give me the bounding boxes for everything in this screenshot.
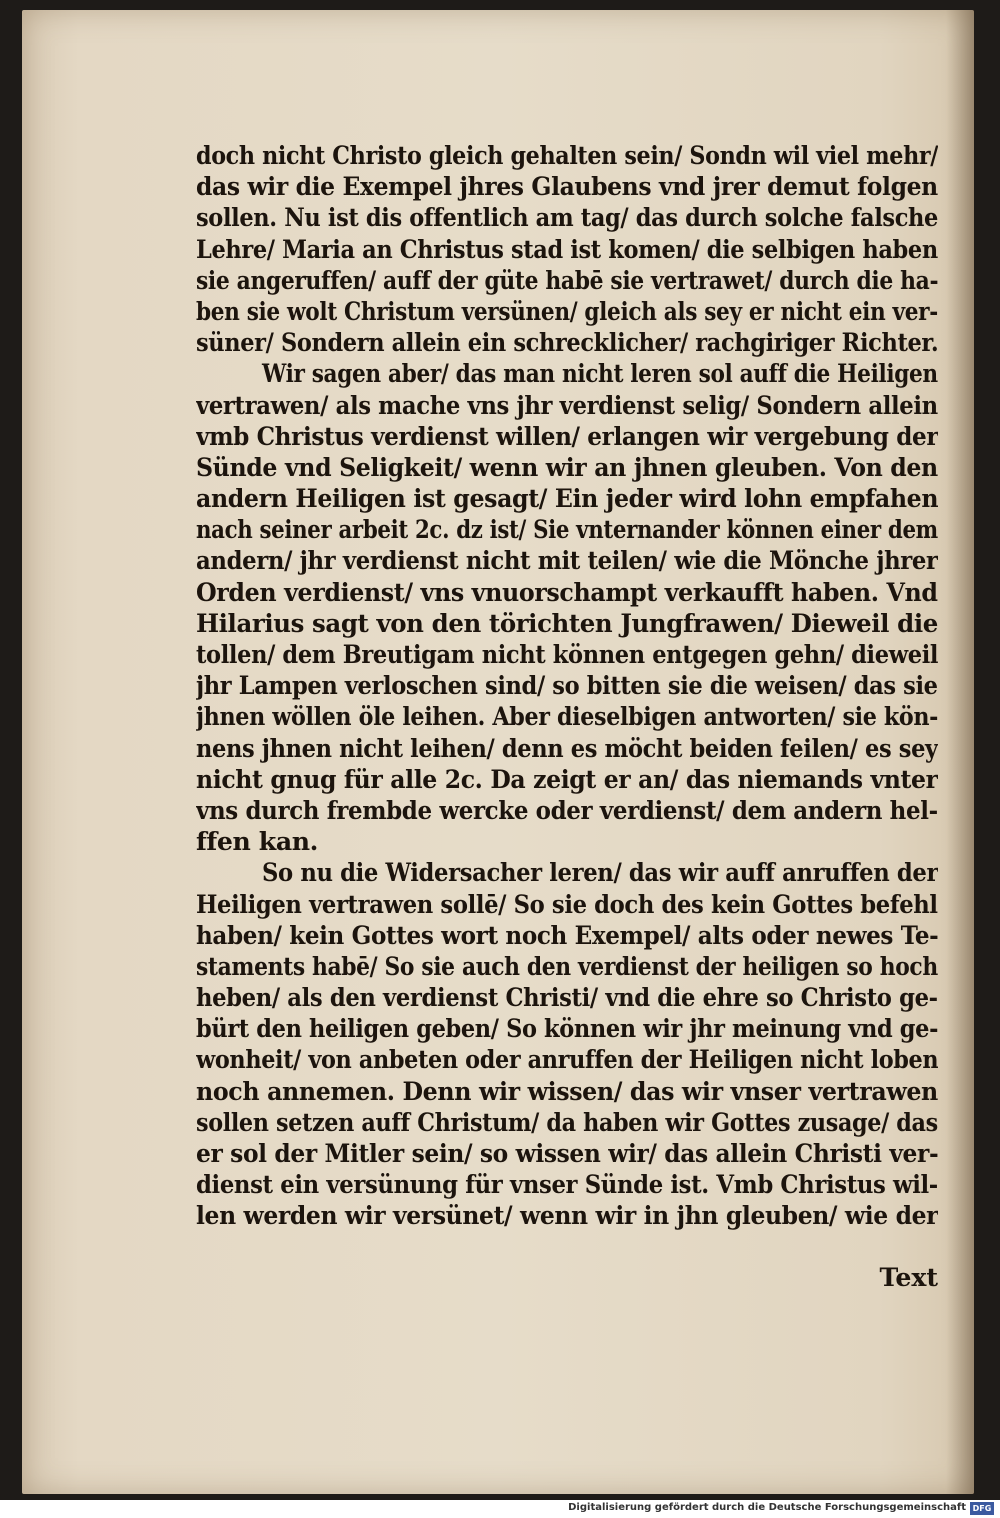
gutter-shadow xyxy=(946,10,974,1494)
text-line: das wir die Exempel jhres Glaubens vnd jrer demut folgen xyxy=(196,171,938,202)
text-line: So nu die Widersacher leren/ das wir auff anruffen der xyxy=(262,857,938,888)
text-line: Lehre/ Maria an Christus stad ist komen/ die selbigen haben xyxy=(196,233,938,264)
text-line: bürt den heiligen geben/ So können wir jhr meinung vnd ge- xyxy=(196,1013,938,1044)
page-text xyxy=(196,140,938,1232)
text-line: tollen/ dem Breutigam nicht können entgegen gehn/ dieweil xyxy=(196,639,938,669)
text-line: vertrawen/ als mache vns jhr verdienst selig/ Sondern allein xyxy=(196,389,938,420)
text-line: doch nicht Christo gleich gehalten sein/ Sondn wil viel mehr/ xyxy=(196,140,938,170)
text-line: noch annemen. Denn wir wissen/ das wir vnser vertrawen xyxy=(196,1075,938,1106)
text-line: dienst ein versünung für vnser Sünde ist. Vmb Christus wil- xyxy=(196,1169,938,1200)
text-line: len werden wir versünet/ wenn wir in jhn gleuben/ wie der xyxy=(196,1200,938,1231)
text-line: Wir sagen aber/ das man nicht leren sol auff die Heiligen xyxy=(262,358,938,389)
text-line: heben/ als den verdienst Christi/ vnd die ehre so Christo ge- xyxy=(196,982,938,1013)
text-line: andern Heiligen ist gesagt/ Ein jeder wird lohn empfahen xyxy=(196,483,938,514)
text-line: nens jhnen nicht leihen/ denn es möcht beiden feilen/ es sey xyxy=(196,732,938,763)
text-line: ben sie wolt Christum versünen/ gleich als sey er nicht ein ver- xyxy=(196,295,938,326)
dfg-logo: DFG xyxy=(970,1502,994,1515)
text-line: er sol der Mitler sein/ so wissen wir/ das allein Christi ver- xyxy=(196,1138,938,1168)
text-line: jhr Lampen verloschen sind/ so bitten sie die weisen/ das sie xyxy=(196,670,938,701)
text-line: Orden verdienst/ vns vnuorschampt verkaufft haben. Vnd xyxy=(196,576,938,607)
text-line: staments habē/ So sie auch den verdienst der heiligen so hoch xyxy=(196,950,938,981)
text-line: sollen. Nu ist dis offentlich am tag/ das durch solche falsche xyxy=(196,202,938,233)
funding-credit: Digitalisierung gefördert durch die Deutsche Forschungsgemeinschaft xyxy=(568,1502,966,1513)
text-line: Hilarius sagt von den törichten Jungfrawen/ Dieweil die xyxy=(196,607,938,638)
text-line: andern/ jhr verdienst nicht mit teilen/ wie die Mönche jhrer xyxy=(196,545,938,576)
catchword: Text xyxy=(879,1262,938,1292)
footer-bar xyxy=(0,1500,1000,1518)
text-line: nicht gnug für alle 2c. Da zeigt er an/ das niemands vnter xyxy=(196,763,938,794)
text-line: süner/ Sondern allein ein schrecklicher/ rachgiriger Richter. xyxy=(196,327,938,358)
text-line: nach seiner arbeit 2c. dz ist/ Sie vnternander können einer dem xyxy=(196,514,938,545)
text-line: vmb Christus verdienst willen/ erlangen wir vergebung der xyxy=(196,420,938,451)
text-line: sie angeruffen/ auff der güte habē sie vertrawet/ durch die ha- xyxy=(196,264,938,295)
text-line: sollen setzen auff Christum/ da haben wir Gottes zusage/ das xyxy=(196,1106,938,1137)
text-line: ffen kan. xyxy=(196,826,319,857)
text-line: jhnen wöllen öle leihen. Aber dieselbigen antworten/ sie kön- xyxy=(196,701,938,732)
text-line: vns durch frembde wercke oder verdienst/ dem andern hel- xyxy=(196,794,938,825)
text-line: Heiligen vertrawen sollē/ So sie doch des kein Gottes befehl xyxy=(196,888,938,919)
text-line: haben/ kein Gottes wort noch Exempel/ alts oder newes Te- xyxy=(196,919,938,950)
text-line: Sünde vnd Seligkeit/ wenn wir an jhnen gleuben. Von den xyxy=(196,451,938,482)
text-line: wonheit/ von anbeten oder anruffen der Heiligen nicht loben xyxy=(196,1044,938,1075)
